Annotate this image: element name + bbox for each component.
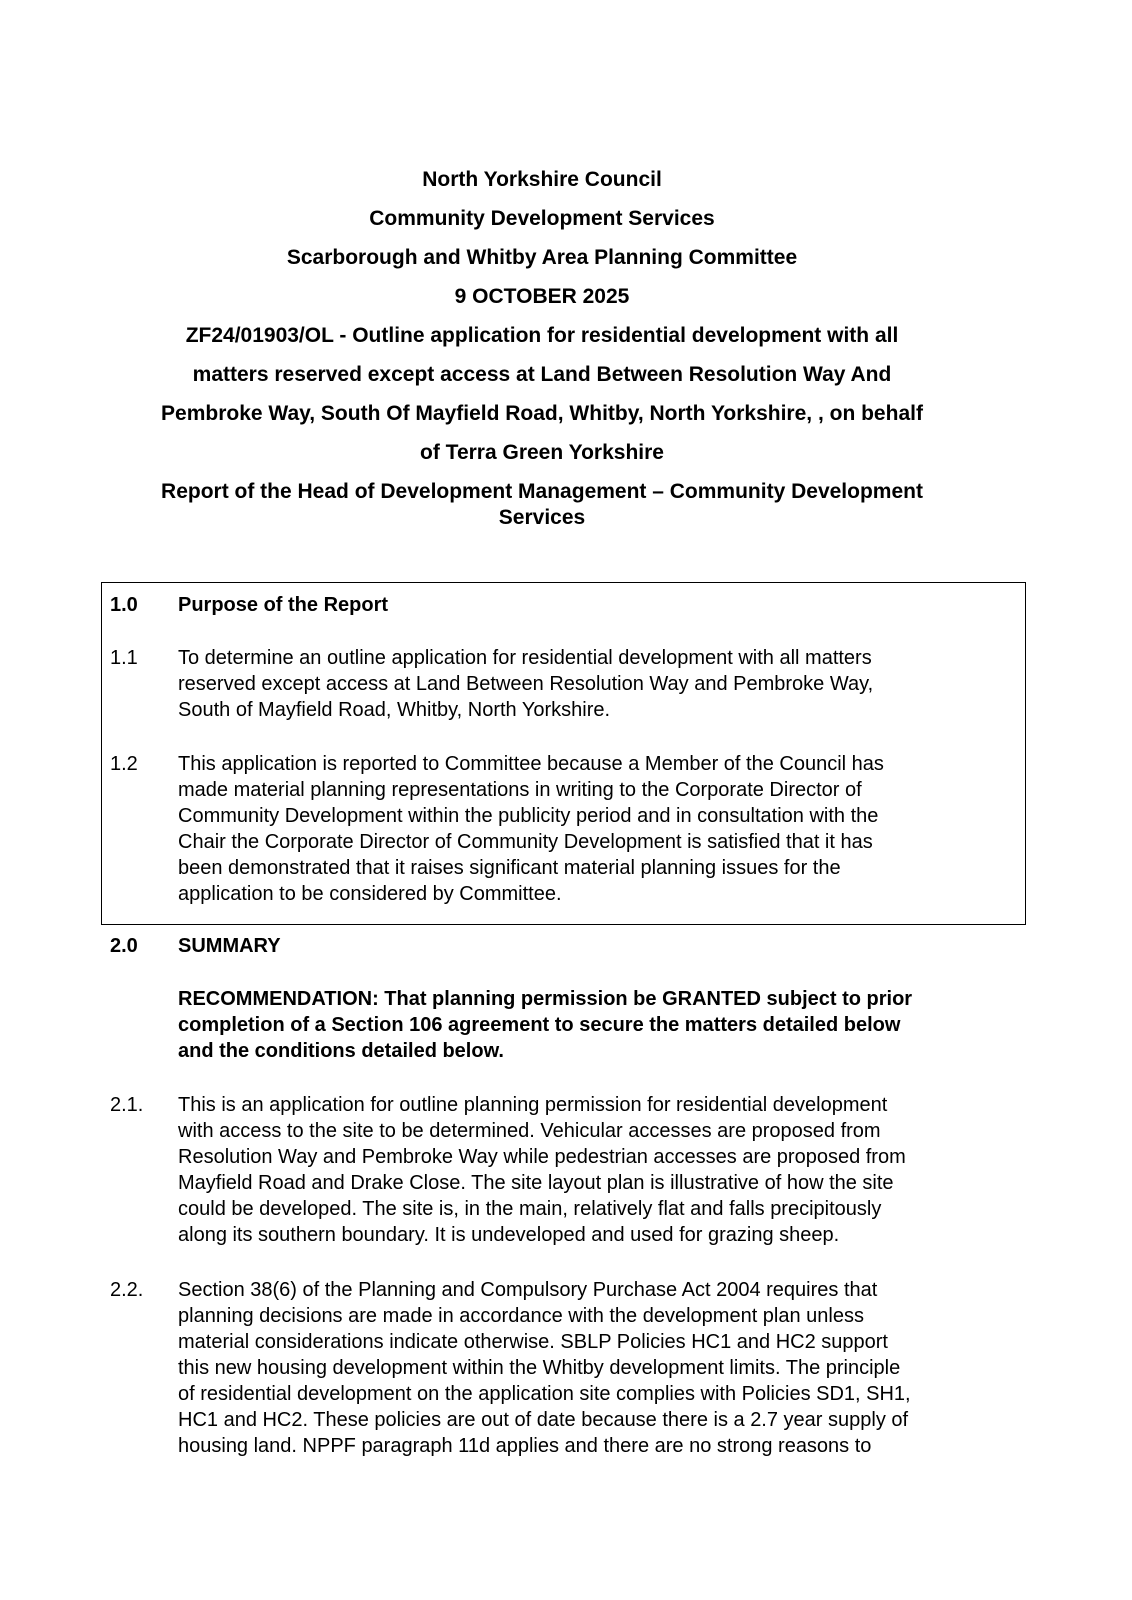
paragraph-1-2-number: 1.2 bbox=[110, 753, 138, 775]
council-name: North Yorkshire Council bbox=[422, 168, 662, 191]
application-title-line-3: Pembroke Way, South Of Mayfield Road, Whitby, North Yorkshire, , on behalf bbox=[161, 402, 923, 425]
paragraph-1-2-text: This application is reported to Committee because a Member of the Council has made material planning representations in writing to the Corporate Director of Community Development within the publicity period and in consultation with the Chair the Corporate Director of Community Development is satisfied that it has been demonstrated that it raises significant material planning issues for the application to be considered by Committee. bbox=[178, 753, 884, 905]
application-title-line-1: ZF24/01903/OL - Outline application for residential development with all bbox=[185, 324, 899, 347]
section-1-title: Purpose of the Report bbox=[178, 594, 389, 616]
section-2-number: 2.0 bbox=[110, 935, 138, 957]
paragraph-2-2-text: Section 38(6) of the Planning and Compulsory Purchase Act 2004 requires that planning decisions are made in accordance with the development plan unless material considerations indicate otherwise. SBLP Policies HC1 and HC2 support this new housing development within the Whitby development limits. The principle of residential development on the application site complies with Policies SD1, SH1, HC1 and HC2. These policies are out of date because there is a 2.7 year supply of housing land. NPPF paragraph 11d applies and there are no strong reasons to bbox=[178, 1279, 911, 1457]
report-author-line-2: Services bbox=[498, 506, 586, 529]
paragraph-2-1-text: This is an application for outline planning permission for residential development with access to the site to be determined. Vehicular accesses are proposed from Resolution Way and Pembroke Way while pedestrian accesses are proposed from Mayfield Road and Drake Close. The site layout plan is illustrative of how the site could be developed. The site is, in the main, relatively flat and falls precipitously along its southern boundary. It is undeveloped and used for grazing sheep. bbox=[178, 1094, 906, 1246]
section-2-title: SUMMARY bbox=[178, 935, 281, 957]
committee-name: Scarborough and Whitby Area Planning Committee bbox=[286, 246, 798, 269]
meeting-date: 9 OCTOBER 2025 bbox=[454, 285, 630, 308]
recommendation-text: RECOMMENDATION: That planning permission be GRANTED subject to prior completion of a Section 106 agreement to secure the matters detailed below and the conditions detailed below. bbox=[178, 988, 913, 1062]
paragraph-2-1-number: 2.1. bbox=[110, 1094, 144, 1116]
department-name: Community Development Services bbox=[369, 207, 715, 230]
paragraph-1-1-text: To determine an outline application for residential development with all matters reserved except access at Land Between Resolution Way and Pembroke Way, South of Mayfield Road, Whitby, North Yorkshire. bbox=[178, 647, 874, 721]
paragraph-2-2-number: 2.2. bbox=[110, 1279, 144, 1301]
application-title-line-4: of Terra Green Yorkshire bbox=[420, 441, 664, 464]
paragraph-1-1-number: 1.1 bbox=[110, 647, 138, 669]
report-author-line-1: Report of the Head of Development Management – Community Development bbox=[161, 480, 923, 503]
section-1-number: 1.0 bbox=[110, 594, 138, 616]
application-title-line-2: matters reserved except access at Land Between Resolution Way And bbox=[192, 363, 892, 386]
